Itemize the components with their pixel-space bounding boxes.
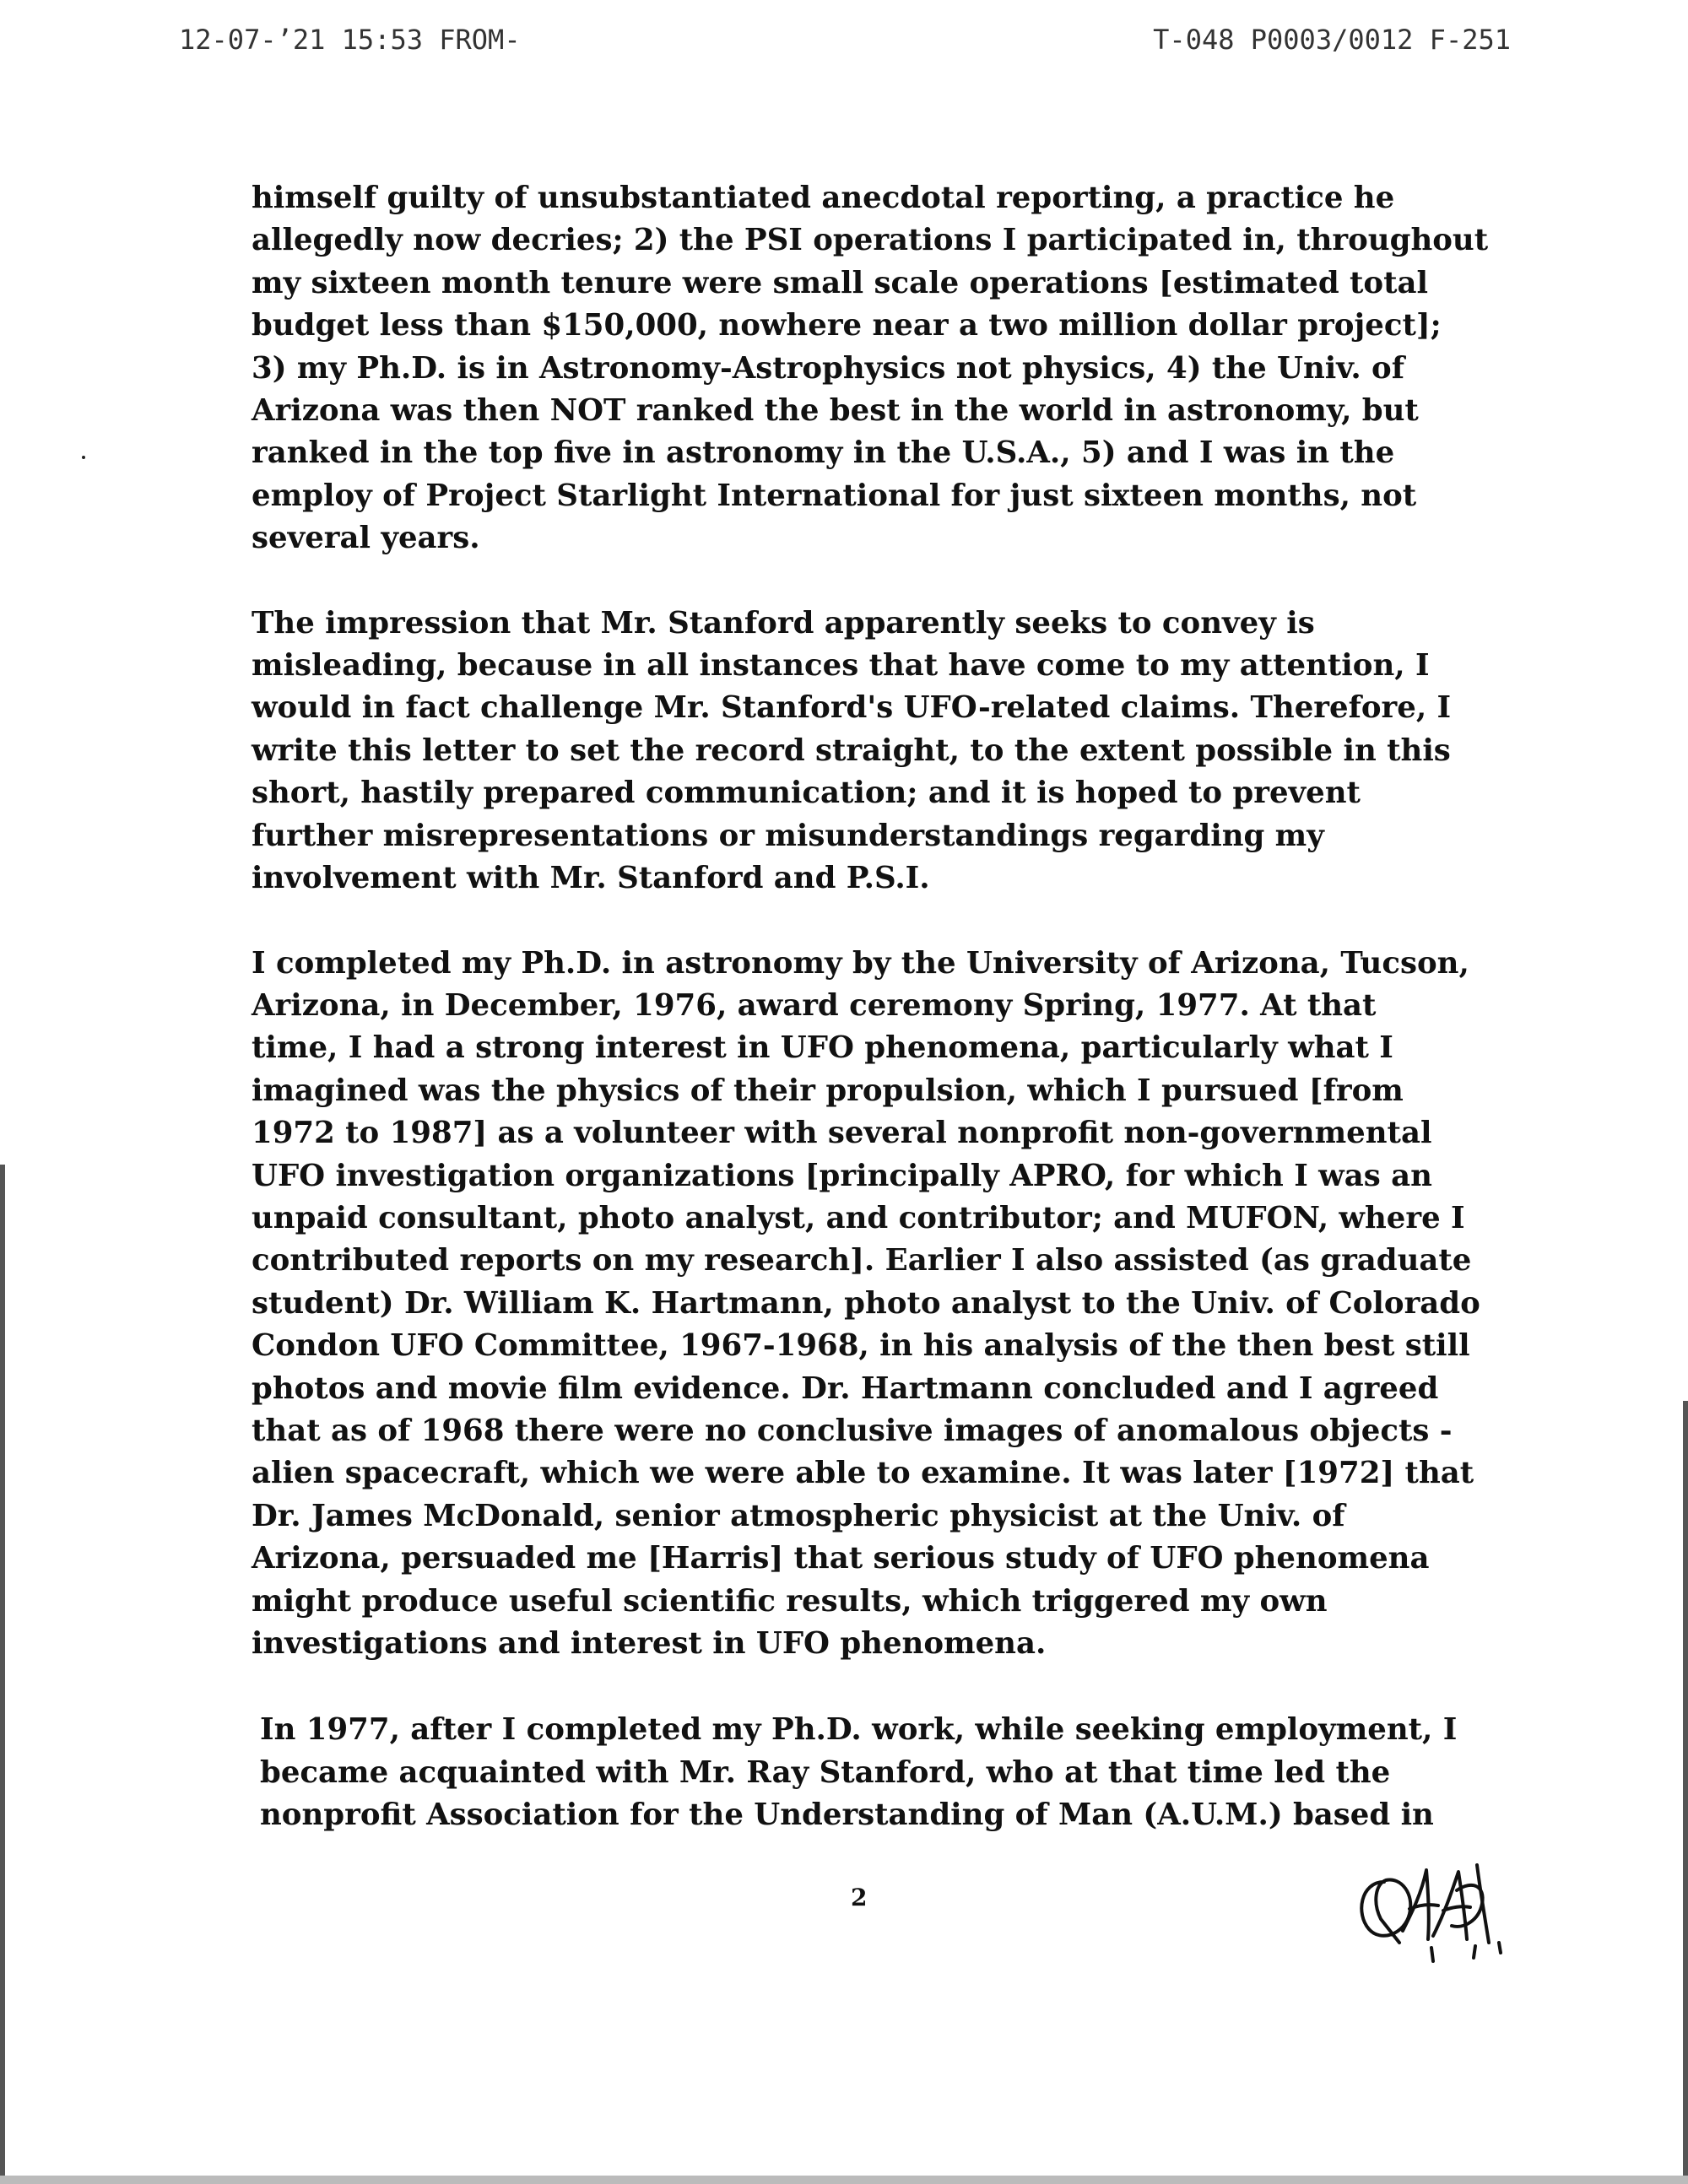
fax-header-right: T-048 P0003/0012 F-251: [1153, 24, 1511, 56]
page-number: 2: [851, 1884, 868, 1911]
fax-header-left: 12-07-’21 15:53 FROM-: [179, 24, 521, 56]
text-line: unpaid consultant, photo analyst, and contributor; and MUFON, where I: [252, 1200, 1465, 1235]
text-line: several years.: [252, 521, 480, 556]
text-line: became acquainted with Mr. Ray Stanford, who at that time led the: [260, 1754, 1391, 1790]
text-line: short, hastily prepared communication; and it is hoped to prevent: [252, 776, 1361, 811]
handwritten-initials-signature: [1350, 1848, 1511, 1966]
paragraph-1: [252, 177, 1489, 560]
paragraph-4: [252, 1709, 1458, 1836]
text-line: Dr. James McDonald, senior atmospheric physicist at the Univ. of: [252, 1498, 1345, 1533]
text-line: 1972 to 1987] as a volunteer with several nonprofit non-governmental: [252, 1116, 1432, 1151]
text-line: misleading, because in all instances that have come to my attention, I: [252, 648, 1430, 684]
fax-header: [0, 24, 1688, 66]
text-line: further misrepresentations or misunderstandings regarding my: [252, 818, 1324, 853]
text-line: budget less than $150,000, nowhere near a two million dollar project];: [252, 308, 1442, 343]
text-line: The impression that Mr. Stanford apparently seeks to convey is: [252, 605, 1315, 641]
text-line: employ of Project Starlight International for just sixteen months, not: [252, 478, 1417, 513]
text-line: imagined was the physics of their propulsion, which I pursued [from: [252, 1073, 1404, 1108]
letter-body: [252, 177, 1489, 1879]
text-line: nonprofit Association for the Understanding of Man (A.U.M.) based in: [260, 1797, 1434, 1833]
text-line: student) Dr. William K. Hartmann, photo analyst to the Univ. of Colorado: [252, 1285, 1480, 1321]
text-line: ranked in the top five in astronomy in the U.S.A., 5) and I was in the: [252, 435, 1395, 471]
text-line: I completed my Ph.D. in astronomy by the University of Arizona, Tucson,: [252, 945, 1469, 981]
text-line: alien spacecraft, which we were able to examine. It was later [1972] that: [252, 1456, 1474, 1491]
text-line: involvement with Mr. Stanford and P.S.I.: [252, 861, 930, 896]
text-line: my sixteen month tenure were small scale operations [estimated total: [252, 265, 1428, 300]
text-line: Condon UFO Committee, 1967-1968, in his analysis of the then best still: [252, 1328, 1470, 1364]
text-line: write this letter to set the record straight, to the extent possible in this: [252, 733, 1451, 768]
text-line: Arizona was then NOT ranked the best in the world in astronomy, but: [252, 393, 1419, 429]
text-line: investigations and interest in UFO phenomena.: [252, 1626, 1047, 1661]
paragraph-3: [252, 943, 1480, 1666]
text-line: that as of 1968 there were no conclusive images of anomalous objects -: [252, 1413, 1453, 1448]
scan-speck: [82, 456, 85, 459]
text-line: contributed reports on my research]. Earlier I also assisted (as graduate: [252, 1243, 1472, 1279]
text-line: himself guilty of unsubstantiated anecdotal reporting, a practice he: [252, 181, 1395, 215]
text-line: photos and movie film evidence. Dr. Hartmann concluded and I agreed: [252, 1370, 1439, 1406]
scan-edge-bottom: [0, 2176, 1688, 2184]
text-line: UFO investigation organizations [principally APRO, for which I was an: [252, 1158, 1432, 1193]
text-line: would in fact challenge Mr. Stanford's UFO-related claims. Therefore, I: [252, 690, 1452, 726]
scan-edge-right: [1683, 1401, 1688, 2184]
text-line: might produce useful scientific results, which triggered my own: [252, 1583, 1328, 1619]
text-line: Arizona, in December, 1976, award ceremony Spring, 1977. At that: [252, 987, 1377, 1023]
text-line: 3) my Ph.D. is in Astronomy-Astrophysics not physics, 4) the Univ. of: [252, 350, 1405, 386]
text-line: allegedly now decries; 2) the PSI operations I participated in, throughout: [252, 223, 1489, 258]
text-line: In 1977, after I completed my Ph.D. work, while seeking employment, I: [260, 1712, 1458, 1748]
scan-edge-left: [0, 1165, 5, 2184]
text-line: time, I had a strong interest in UFO phenomena, particularly what I: [252, 1030, 1393, 1066]
text-line: Arizona, persuaded me [Harris] that serious study of UFO phenomena: [252, 1541, 1430, 1576]
paragraph-2: [252, 603, 1450, 900]
